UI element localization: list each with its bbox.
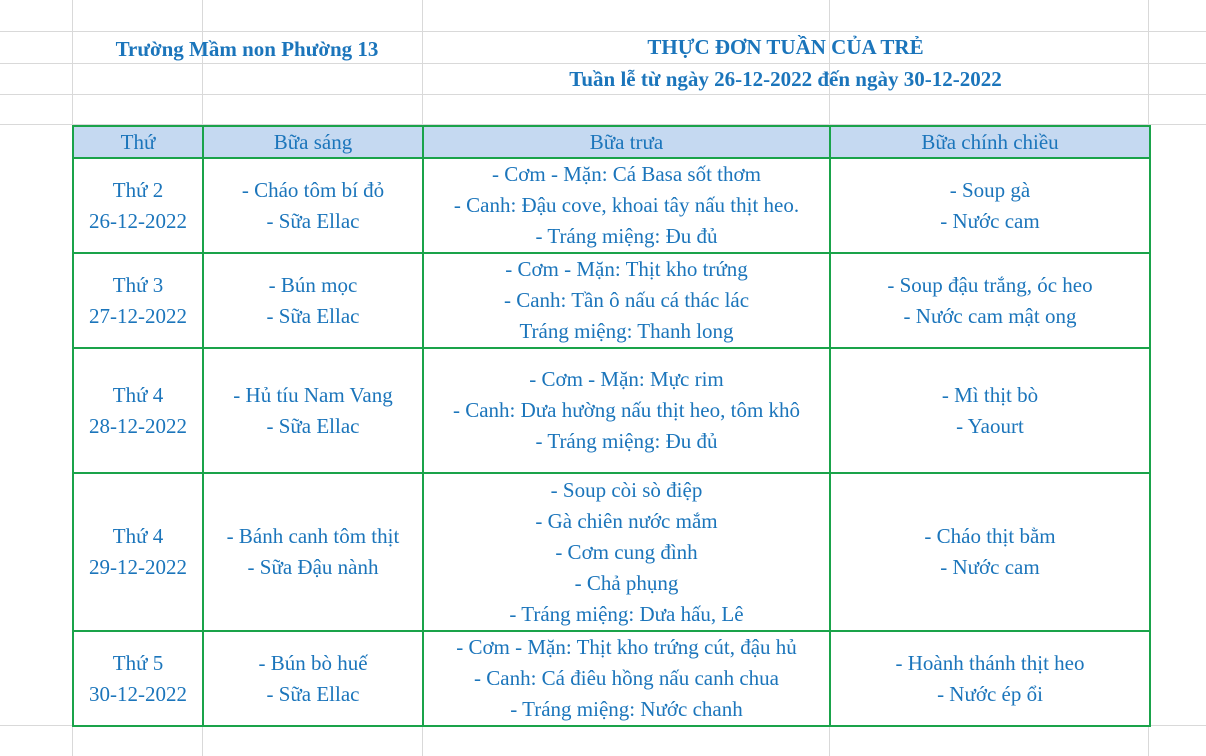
day-cell — [73, 158, 203, 253]
menu-item: - Bún bò huế — [258, 650, 368, 675]
day-cell — [73, 631, 203, 726]
menu-item: - Cháo thịt bằm — [924, 524, 1056, 548]
afternoon-cell — [830, 348, 1150, 473]
menu-item: - Bánh canh tôm thịt — [226, 524, 400, 548]
date-label: 27-12-2022 — [89, 303, 187, 328]
menu-item: - Sữa Ellac — [266, 681, 360, 706]
day-label: Thứ 5 — [112, 650, 164, 675]
menu-item: - Soup đậu trắng, óc heo — [887, 272, 1093, 297]
menu-item: - Cơm - Mặn: Thịt kho trứng — [505, 257, 748, 281]
menu-item: - Soup còi sò điệp — [550, 477, 703, 502]
menu-item: - Cơm - Mặn: Mực rim — [529, 367, 724, 391]
table-header-row — [73, 126, 1150, 158]
column-header-breakfast: Bữa sáng — [203, 126, 423, 158]
day-cell — [73, 473, 203, 631]
menu-item: - Canh: Dưa hường nấu thịt heo, tôm khô — [452, 398, 801, 422]
table-row — [73, 473, 1150, 631]
day-label: Thứ 4 — [112, 382, 164, 407]
menu-item: - Mì thịt bò — [941, 382, 1039, 407]
date-label: 28-12-2022 — [89, 413, 187, 438]
breakfast-cell — [203, 631, 423, 726]
lunch-cell — [423, 631, 830, 726]
table-row — [73, 631, 1150, 726]
menu-item: - Nước cam — [940, 208, 1040, 233]
afternoon-cell — [830, 158, 1150, 253]
table-row — [73, 348, 1150, 473]
lunch-cell — [423, 158, 830, 253]
column-header-lunch: Bữa trưa — [423, 126, 830, 158]
menu-item: - Tráng miệng: Dưa hấu, Lê — [509, 601, 744, 626]
lunch-cell — [423, 348, 830, 473]
afternoon-cell — [830, 473, 1150, 631]
menu-item: - Nước cam mật ong — [903, 303, 1077, 328]
menu-item: - Chả phụng — [574, 570, 679, 595]
menu-subtitle: Tuần lễ từ ngày 26-12-2022 đến ngày 30-12-2022 — [569, 67, 1002, 91]
menu-item: - Cơm - Mặn: Thịt kho trứng cút, đậu hủ — [456, 635, 797, 659]
menu-item: - Tráng miệng: Đu đủ — [535, 224, 718, 248]
afternoon-cell — [830, 253, 1150, 348]
day-cell — [73, 253, 203, 348]
menu-item: - Yaourt — [956, 413, 1024, 438]
breakfast-cell — [203, 253, 423, 348]
breakfast-cell — [203, 348, 423, 473]
menu-item: - Hủ tíu Nam Vang — [233, 382, 393, 407]
day-label: Thứ 4 — [112, 524, 164, 548]
menu-item: - Hoành thánh thịt heo — [895, 650, 1085, 675]
menu-item: - Tráng miệng: Đu đủ — [535, 429, 718, 453]
gridline — [0, 94, 1206, 95]
weekly-menu-table — [72, 125, 1151, 727]
menu-title: THỰC ĐƠN TUẦN CỦA TRẺ — [647, 35, 924, 59]
menu-item: - Canh: Cá điêu hồng nấu canh chua — [474, 666, 779, 690]
menu-item: - Canh: Tần ô nấu cá thác lác — [503, 288, 750, 312]
menu-item: - Sữa Đậu nành — [247, 555, 379, 579]
table-row — [73, 158, 1150, 253]
lunch-cell — [423, 253, 830, 348]
date-label: 29-12-2022 — [89, 555, 187, 579]
menu-item: - Soup gà — [949, 177, 1031, 202]
menu-item: - Cơm - Mặn: Cá Basa sốt thơm — [492, 162, 761, 186]
menu-item: - Tráng miệng: Nước chanh — [510, 697, 743, 721]
date-label: 30-12-2022 — [89, 681, 187, 706]
afternoon-cell — [830, 631, 1150, 726]
menu-item: - Cháo tôm bí đỏ — [241, 177, 385, 202]
menu-item: Tráng miệng: Thanh long — [519, 319, 734, 343]
breakfast-cell — [203, 158, 423, 253]
menu-item: - Sữa Ellac — [266, 303, 360, 328]
day-label: Thứ 2 — [112, 177, 164, 202]
menu-item: - Cơm cung đình — [555, 539, 698, 564]
school-name: Trường Mầm non Phường 13 — [115, 37, 379, 61]
day-label: Thứ 3 — [112, 272, 164, 297]
day-cell — [73, 348, 203, 473]
menu-item: - Bún mọc — [268, 272, 358, 297]
menu-item: - Gà chiên nước mắm — [535, 508, 718, 533]
menu-item: - Canh: Đậu cove, khoai tây nấu thịt heo. — [453, 193, 800, 217]
menu-item: - Nước cam — [940, 555, 1040, 579]
menu-item: - Sữa Ellac — [266, 413, 360, 438]
lunch-cell — [423, 473, 830, 631]
date-label: 26-12-2022 — [89, 208, 187, 233]
table-row — [73, 253, 1150, 348]
menu-item: - Sữa Ellac — [266, 208, 360, 233]
column-header-day: Thứ — [73, 126, 203, 158]
breakfast-cell — [203, 473, 423, 631]
menu-item: - Nước ép ổi — [937, 681, 1043, 706]
column-header-afternoon: Bữa chính chiều — [830, 126, 1150, 158]
